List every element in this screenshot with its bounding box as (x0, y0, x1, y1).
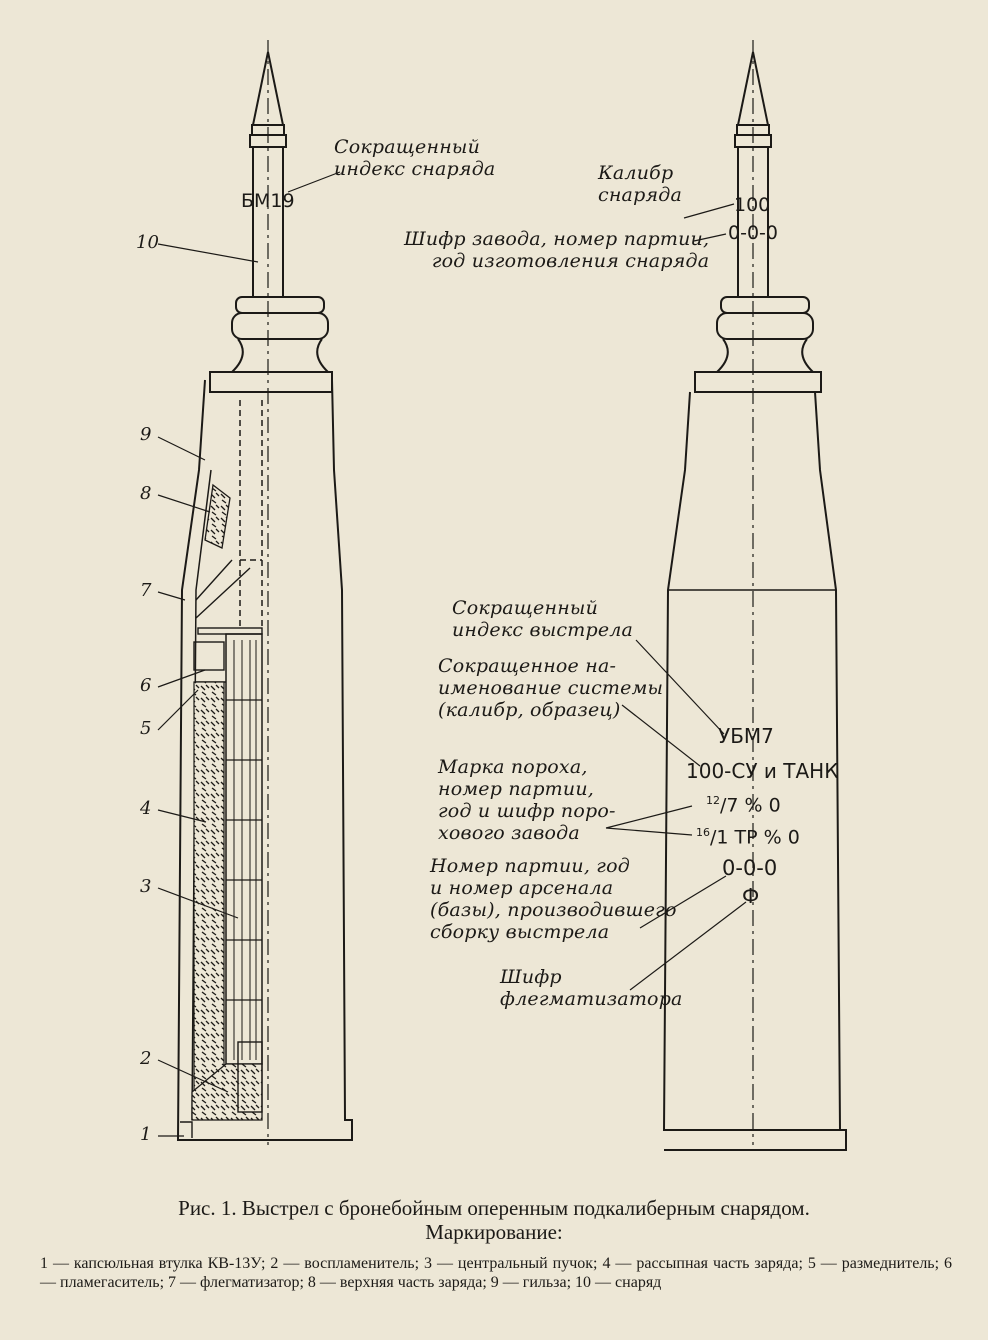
round-index-mark: УБМ7 (718, 724, 774, 748)
callout-4: 4 (140, 798, 152, 819)
powder-leader (606, 806, 692, 835)
callout-8: 8 (140, 483, 152, 504)
callout-5: 5 (140, 718, 152, 739)
callout-line-9 (158, 437, 205, 460)
callout-1: 1 (140, 1124, 152, 1145)
caption-line-2: Маркирование: (425, 1220, 563, 1244)
powder-label: Марка пороха, номер партии, год и шифр поро- хового завода (438, 756, 616, 844)
lot-label: Номер партии, год и номер арсенала (базы), производившего сборку выстрела (430, 855, 677, 943)
callout-9: 9 (140, 424, 152, 445)
callout-line-7 (158, 592, 185, 600)
callout-line-10 (158, 244, 258, 262)
system-mark: 100-СУ и ТАНК (686, 759, 839, 783)
callout-7: 7 (140, 580, 152, 601)
projectile-index-mark: БМ19 (241, 190, 295, 212)
factory-label: Шифр завода, номер партии, год изготовления снаряда (404, 228, 710, 272)
caption-line-1: Рис. 1. Выстрел с бронебойным оперенным подкалиберным снарядом. (178, 1196, 810, 1220)
projectile-index-label: Сокращенный индекс снаряда (334, 136, 496, 180)
callout-line-8 (158, 495, 210, 512)
factory-mark: 0-0-0 (728, 222, 778, 244)
figure-caption (0, 1196, 988, 1244)
lot-mark: 0-0-0 (722, 856, 778, 880)
callout-2: 2 (140, 1048, 152, 1069)
system-name-label: Сокращенное на- именование системы (калибр, образец) (438, 655, 664, 721)
caliber-mark: 100 (734, 194, 771, 216)
callout-10: 10 (136, 232, 159, 253)
loose-charge (194, 682, 224, 1092)
callout-line-5 (158, 690, 198, 730)
phlegmatizer-mark: Ф (742, 884, 760, 908)
left-obturator (236, 297, 324, 313)
powder-mark-1: $^{12}$/7 % 0 (706, 794, 781, 817)
powder-mark-2: $^{16}$/1 ТР % 0 (696, 826, 800, 849)
callout-6: 6 (140, 675, 152, 696)
round-index-label: Сокращенный индекс выстрела (452, 597, 634, 641)
callout-3: 3 (140, 876, 152, 897)
bm-leader (288, 172, 340, 192)
caliber-leader (684, 204, 734, 218)
phlegmatizer-label: Шифр флегматизатора (500, 966, 683, 1010)
caliber-label: Калибр снаряда (598, 162, 682, 206)
figure-legend: 1 — капсюльная втулка КВ-13У; 2 — воспламенитель; 3 — центральный пучок; 4 — рассыпная часть заряда; 5 — размеднитель; 6 — пламегаситель; 7 — флегматизатор; 8 — верхняя часть заряда; 9 — гильза; 10 — снаряд (40, 1255, 952, 1291)
